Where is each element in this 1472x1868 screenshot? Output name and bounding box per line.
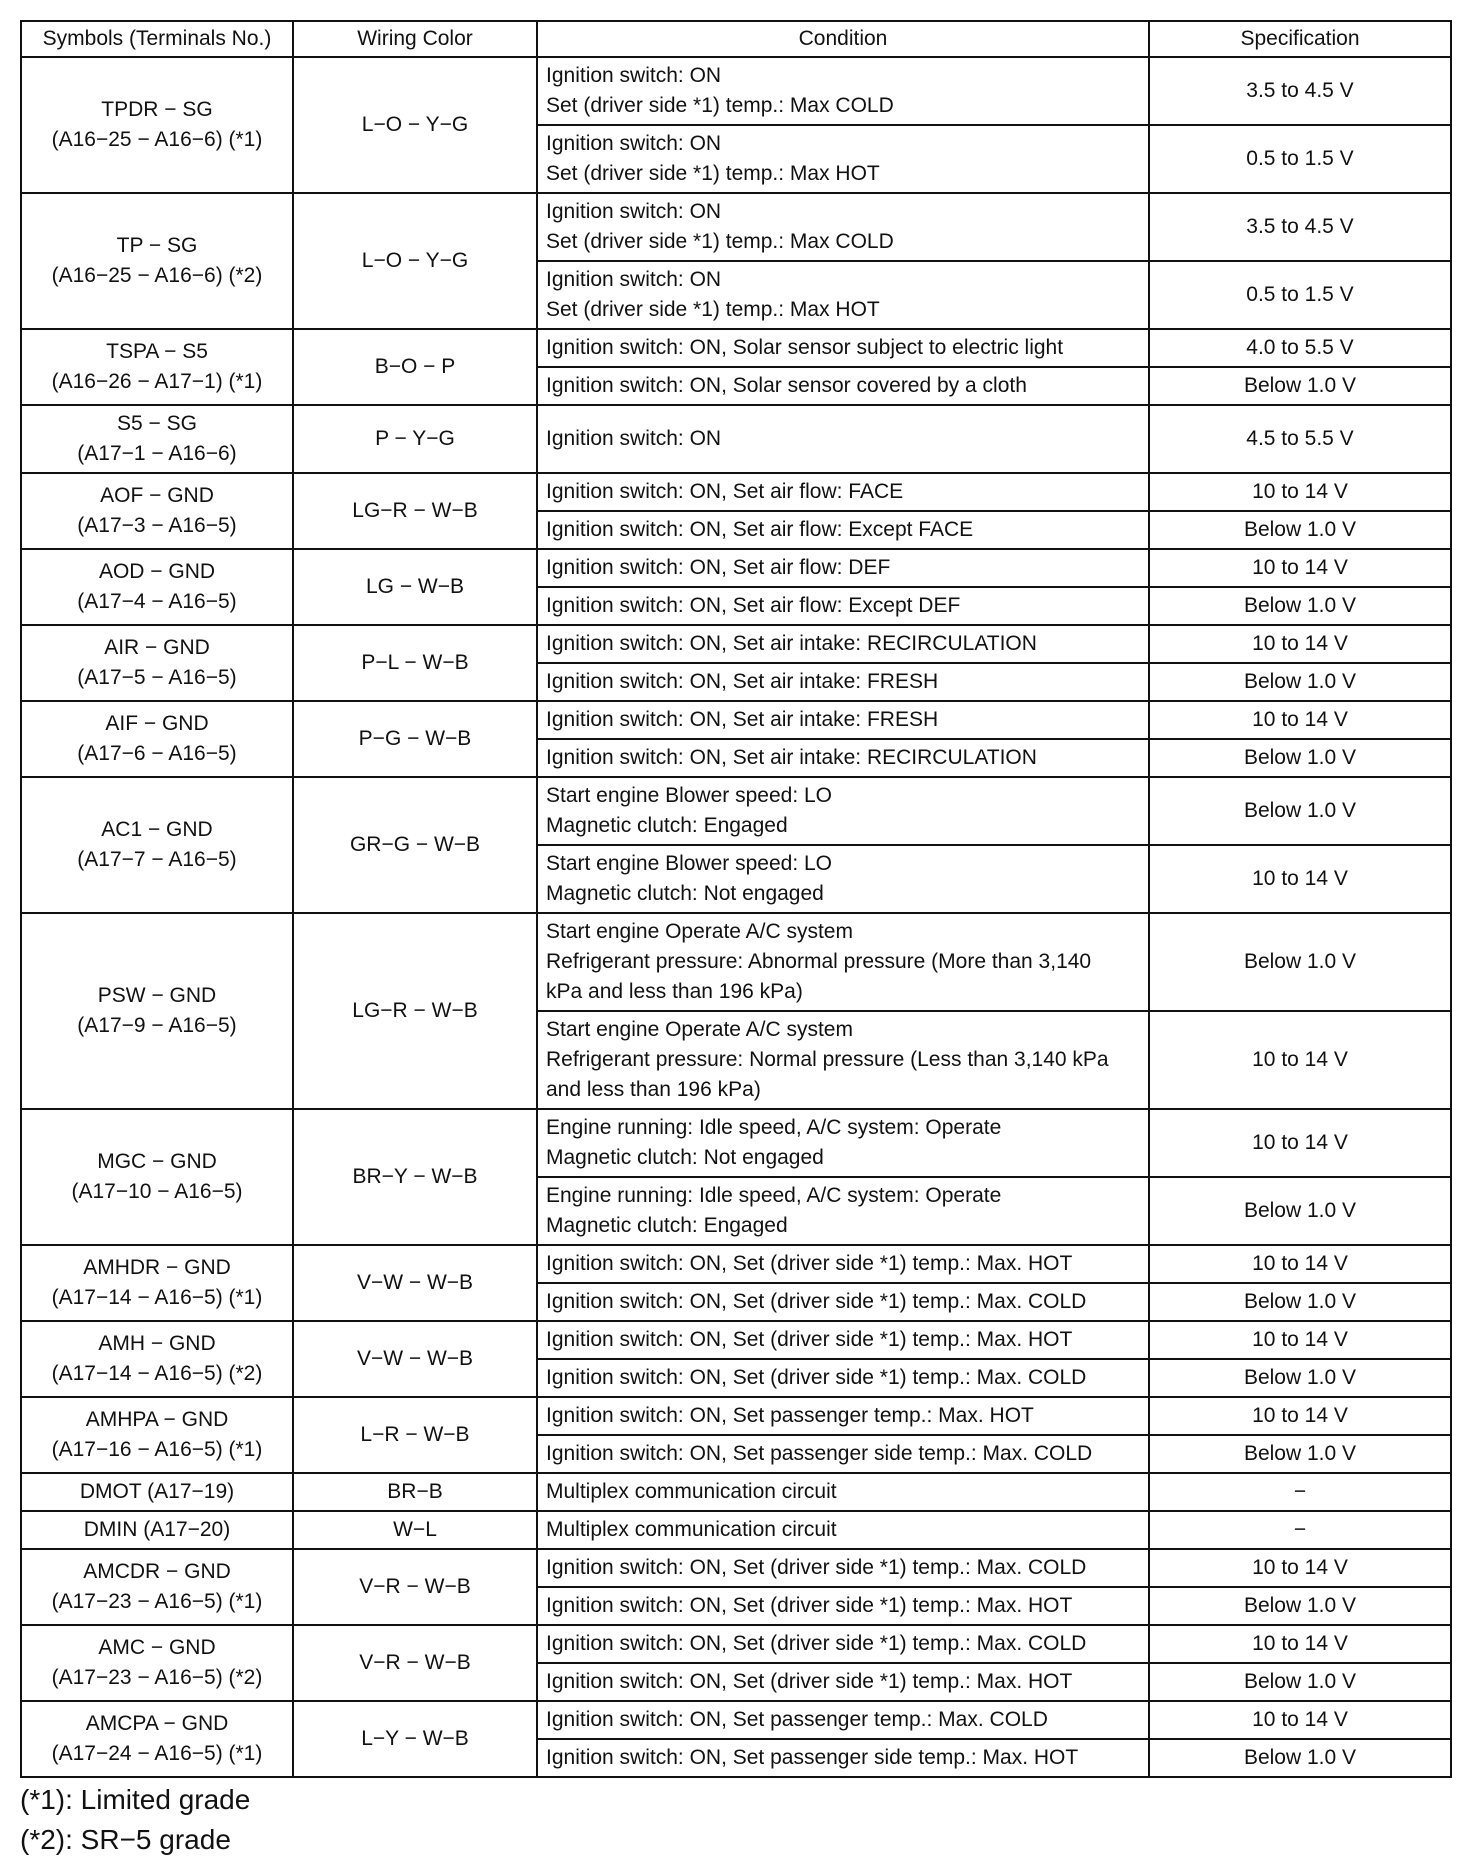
wiring-color-cell: BR−Y − W−B	[293, 1109, 537, 1245]
condition-cell: Ignition switch: ON, Set air intake: FRESH	[537, 663, 1149, 701]
terminal-symbol-cell	[21, 701, 293, 777]
terminal-symbol: AMCPA − GND	[85, 1712, 229, 1735]
specification-cell: Below 1.0 V	[1149, 1435, 1451, 1473]
specification-cell: 10 to 14 V	[1149, 1321, 1451, 1359]
condition-cell: Ignition switch: ON Set (driver side *1) temp.: Max HOT	[537, 261, 1149, 329]
terminal-numbers: (A17−23 − A16−5) (*2)	[51, 1666, 263, 1689]
table-row	[21, 405, 1451, 473]
header-row	[21, 21, 1451, 57]
specification-cell: Below 1.0 V	[1149, 913, 1451, 1011]
wiring-color-cell: LG−R − W−B	[293, 913, 537, 1109]
condition-cell: Start engine Operate A/C system Refrigerant pressure: Normal pressure (Less than 3,140 kPa and less than 196 kPa)	[537, 1011, 1149, 1109]
terminal-symbol-cell	[21, 473, 293, 549]
terminal-symbol-cell	[21, 625, 293, 701]
terminal-numbers: (A17−5 − A16−5)	[77, 666, 237, 689]
terminal-numbers: (A17−9 − A16−5)	[77, 1014, 237, 1037]
condition-cell: Ignition switch: ON Set (driver side *1) temp.: Max COLD	[537, 57, 1149, 125]
wiring-color-cell: BR−B	[293, 1473, 537, 1511]
table-row	[21, 625, 1451, 663]
terminal-symbol-cell	[21, 405, 293, 473]
wiring-color-cell: P − Y−G	[293, 405, 537, 473]
terminal-numbers: (A17−14 − A16−5) (*2)	[51, 1362, 263, 1385]
condition-cell: Engine running: Idle speed, A/C system: Operate Magnetic clutch: Engaged	[537, 1177, 1149, 1245]
wiring-color-cell: W−L	[293, 1511, 537, 1549]
specification-cell: 0.5 to 1.5 V	[1149, 261, 1451, 329]
terminal-numbers: (A17−14 − A16−5) (*1)	[51, 1286, 263, 1309]
terminal-symbol: DMOT (A17−19)	[79, 1480, 235, 1503]
specification-cell: Below 1.0 V	[1149, 1739, 1451, 1777]
terminal-numbers: (A17−3 − A16−5)	[77, 514, 237, 537]
specification-cell: Below 1.0 V	[1149, 739, 1451, 777]
condition-cell: Start engine Blower speed: LO Magnetic clutch: Not engaged	[537, 845, 1149, 913]
terminal-symbol-cell	[21, 1397, 293, 1473]
header-condition: Condition	[537, 21, 1149, 57]
terminal-symbol-cell	[21, 329, 293, 405]
table-row	[21, 57, 1451, 125]
specification-cell: 10 to 14 V	[1149, 1109, 1451, 1177]
condition-cell: Ignition switch: ON Set (driver side *1) temp.: Max COLD	[537, 193, 1149, 261]
wiring-color-cell: B−O − P	[293, 329, 537, 405]
terminal-symbol-cell	[21, 1701, 293, 1777]
terminal-numbers: (A17−1 − A16−6)	[77, 442, 237, 465]
table-row	[21, 913, 1451, 1011]
wiring-color-cell: L−O − Y−G	[293, 57, 537, 193]
condition-cell: Ignition switch: ON, Set air intake: RECIRCULATION	[537, 625, 1149, 663]
condition-cell: Ignition switch: ON, Set air intake: RECIRCULATION	[537, 739, 1149, 777]
terminal-symbol-cell	[21, 777, 293, 913]
condition-cell: Ignition switch: ON, Set (driver side *1) temp.: Max. HOT	[537, 1587, 1149, 1625]
condition-cell: Ignition switch: ON, Set (driver side *1) temp.: Max. HOT	[537, 1321, 1149, 1359]
condition-cell: Ignition switch: ON	[537, 405, 1149, 473]
specification-cell: Below 1.0 V	[1149, 511, 1451, 549]
condition-cell: Start engine Operate A/C system Refrigerant pressure: Abnormal pressure (More than 3,140 kPa and less than 196 kPa)	[537, 913, 1149, 1011]
wiring-color-cell: LG − W−B	[293, 549, 537, 625]
terminal-numbers: (A16−25 − A16−6) (*1)	[51, 128, 263, 151]
specification-cell: Below 1.0 V	[1149, 1663, 1451, 1701]
specification-cell: −	[1149, 1473, 1451, 1511]
terminal-symbol-cell	[21, 1109, 293, 1245]
specification-cell: 10 to 14 V	[1149, 1245, 1451, 1283]
header-specification: Specification	[1149, 21, 1451, 57]
condition-cell: Ignition switch: ON, Solar sensor covered by a cloth	[537, 367, 1149, 405]
condition-cell: Ignition switch: ON, Set air flow: Except FACE	[537, 511, 1149, 549]
specification-cell: Below 1.0 V	[1149, 1359, 1451, 1397]
specification-cell: Below 1.0 V	[1149, 1283, 1451, 1321]
terminal-symbol: AMCDR − GND	[83, 1560, 231, 1583]
condition-cell: Ignition switch: ON, Set (driver side *1) temp.: Max. COLD	[537, 1283, 1149, 1321]
footnote-limited-grade: (*1): Limited grade	[20, 1784, 251, 1815]
specification-cell: 4.5 to 5.5 V	[1149, 405, 1451, 473]
specification-cell: 4.0 to 5.5 V	[1149, 329, 1451, 367]
terminal-symbol: DMIN (A17−20)	[83, 1518, 231, 1541]
terminal-numbers: (A17−16 − A16−5) (*1)	[51, 1438, 263, 1461]
terminal-symbol: AMC − GND	[98, 1636, 216, 1659]
condition-cell: Ignition switch: ON, Set air flow: FACE	[537, 473, 1149, 511]
terminal-symbol: AMH − GND	[98, 1332, 216, 1355]
wiring-color-cell: P−G − W−B	[293, 701, 537, 777]
specification-cell: Below 1.0 V	[1149, 587, 1451, 625]
condition-cell: Multiplex communication circuit	[537, 1473, 1149, 1511]
terminal-symbol: MGC − GND	[97, 1150, 217, 1173]
terminal-numbers: (A16−26 − A17−1) (*1)	[51, 370, 263, 393]
condition-cell: Ignition switch: ON, Set passenger side temp.: Max. COLD	[537, 1435, 1149, 1473]
terminal-numbers: (A17−7 − A16−5)	[77, 848, 237, 871]
table-row	[21, 1473, 1451, 1511]
specification-cell: 10 to 14 V	[1149, 625, 1451, 663]
terminal-numbers: (A17−4 − A16−5)	[77, 590, 237, 613]
table-row	[21, 1511, 1451, 1549]
header-symbols: Symbols (Terminals No.)	[21, 21, 293, 57]
terminal-numbers: (A16−25 − A16−6) (*2)	[51, 264, 263, 287]
table-row	[21, 1109, 1451, 1177]
table-row	[21, 329, 1451, 367]
terminal-numbers: (A17−23 − A16−5) (*1)	[51, 1590, 263, 1613]
specification-cell: 10 to 14 V	[1149, 549, 1451, 587]
condition-cell: Ignition switch: ON, Solar sensor subject to electric light	[537, 329, 1149, 367]
footnote-sr5-grade: (*2): SR−5 grade	[20, 1824, 231, 1855]
terminal-symbol-cell	[21, 1321, 293, 1397]
terminal-numbers: (A17−6 − A16−5)	[77, 742, 237, 765]
table-row	[21, 473, 1451, 511]
table-row	[21, 701, 1451, 739]
condition-cell: Ignition switch: ON, Set (driver side *1) temp.: Max. COLD	[537, 1549, 1149, 1587]
specification-cell: 10 to 14 V	[1149, 845, 1451, 913]
table-row	[21, 1245, 1451, 1283]
wiring-color-cell: V−R − W−B	[293, 1625, 537, 1701]
condition-cell: Ignition switch: ON, Set air intake: FRESH	[537, 701, 1149, 739]
specification-cell: Below 1.0 V	[1149, 1587, 1451, 1625]
specification-sheet	[20, 20, 1450, 1778]
terminal-symbol: AC1 − GND	[101, 818, 213, 841]
specification-cell: 10 to 14 V	[1149, 1011, 1451, 1109]
wiring-color-cell: L−R − W−B	[293, 1397, 537, 1473]
specification-cell: 10 to 14 V	[1149, 1549, 1451, 1587]
specification-cell: 10 to 14 V	[1149, 1397, 1451, 1435]
wiring-color-cell: L−O − Y−G	[293, 193, 537, 329]
terminal-symbol: AIF − GND	[105, 712, 209, 735]
terminal-symbol: PSW − GND	[97, 984, 217, 1007]
condition-cell: Ignition switch: ON, Set (driver side *1) temp.: Max. HOT	[537, 1663, 1149, 1701]
specification-cell: Below 1.0 V	[1149, 777, 1451, 845]
specification-cell: 3.5 to 4.5 V	[1149, 193, 1451, 261]
terminal-symbol-cell	[21, 1625, 293, 1701]
table-row	[21, 777, 1451, 845]
terminal-symbol-cell	[21, 1245, 293, 1321]
condition-cell: Ignition switch: ON, Set passenger temp.: Max. HOT	[537, 1397, 1149, 1435]
table-row	[21, 1701, 1451, 1739]
terminal-symbol: AIR − GND	[104, 636, 210, 659]
specification-cell: −	[1149, 1511, 1451, 1549]
terminal-symbol: TPDR − SG	[101, 98, 213, 121]
specification-cell: 3.5 to 4.5 V	[1149, 57, 1451, 125]
specification-cell: Below 1.0 V	[1149, 1177, 1451, 1245]
condition-cell: Ignition switch: ON, Set air flow: DEF	[537, 549, 1149, 587]
table-body	[21, 57, 1451, 1777]
condition-cell: Ignition switch: ON, Set passenger side temp.: Max. HOT	[537, 1739, 1149, 1777]
wiring-color-cell: P−L − W−B	[293, 625, 537, 701]
condition-cell: Engine running: Idle speed, A/C system: Operate Magnetic clutch: Not engaged	[537, 1109, 1149, 1177]
condition-cell: Ignition switch: ON, Set air flow: Except DEF	[537, 587, 1149, 625]
footnotes	[20, 1780, 250, 1860]
table-row	[21, 1321, 1451, 1359]
specification-cell: 0.5 to 1.5 V	[1149, 125, 1451, 193]
specification-cell: Below 1.0 V	[1149, 663, 1451, 701]
terminal-spec-table	[20, 20, 1452, 1778]
terminal-symbol-cell	[21, 549, 293, 625]
terminal-numbers: (A17−10 − A16−5)	[71, 1180, 243, 1203]
terminal-symbol: TP − SG	[116, 234, 198, 257]
terminal-symbol-cell	[21, 57, 293, 193]
condition-cell: Ignition switch: ON, Set (driver side *1) temp.: Max. COLD	[537, 1625, 1149, 1663]
condition-cell: Ignition switch: ON Set (driver side *1) temp.: Max HOT	[537, 125, 1149, 193]
terminal-symbol-cell	[21, 913, 293, 1109]
wiring-color-cell: V−W − W−B	[293, 1245, 537, 1321]
terminal-symbol: AOF − GND	[100, 484, 214, 507]
header-wiring-color: Wiring Color	[293, 21, 537, 57]
specification-cell: Below 1.0 V	[1149, 367, 1451, 405]
table-row	[21, 1549, 1451, 1587]
condition-cell: Ignition switch: ON, Set (driver side *1) temp.: Max. COLD	[537, 1359, 1149, 1397]
specification-cell: 10 to 14 V	[1149, 1701, 1451, 1739]
specification-cell: 10 to 14 V	[1149, 473, 1451, 511]
table-row	[21, 549, 1451, 587]
terminal-symbol-cell	[21, 1511, 293, 1549]
specification-cell: 10 to 14 V	[1149, 701, 1451, 739]
table-row	[21, 1397, 1451, 1435]
terminal-symbol: S5 − SG	[117, 412, 197, 435]
terminal-symbol: AMHDR − GND	[83, 1256, 231, 1279]
wiring-color-cell: LG−R − W−B	[293, 473, 537, 549]
terminal-symbol: TSPA − S5	[106, 340, 208, 363]
terminal-numbers: (A17−24 − A16−5) (*1)	[51, 1742, 263, 1765]
specification-cell: 10 to 14 V	[1149, 1625, 1451, 1663]
wiring-color-cell: GR−G − W−B	[293, 777, 537, 913]
condition-cell: Ignition switch: ON, Set passenger temp.: Max. COLD	[537, 1701, 1149, 1739]
condition-cell: Ignition switch: ON, Set (driver side *1) temp.: Max. HOT	[537, 1245, 1149, 1283]
terminal-symbol-cell	[21, 193, 293, 329]
terminal-symbol-cell	[21, 1549, 293, 1625]
wiring-color-cell: L−Y − W−B	[293, 1701, 537, 1777]
terminal-symbol: AMHPA − GND	[85, 1408, 229, 1431]
wiring-color-cell: V−R − W−B	[293, 1549, 537, 1625]
table-row	[21, 1625, 1451, 1663]
condition-cell: Start engine Blower speed: LO Magnetic clutch: Engaged	[537, 777, 1149, 845]
condition-cell: Multiplex communication circuit	[537, 1511, 1149, 1549]
terminal-symbol: AOD − GND	[98, 560, 216, 583]
table-row	[21, 193, 1451, 261]
wiring-color-cell: V−W − W−B	[293, 1321, 537, 1397]
terminal-symbol-cell	[21, 1473, 293, 1511]
